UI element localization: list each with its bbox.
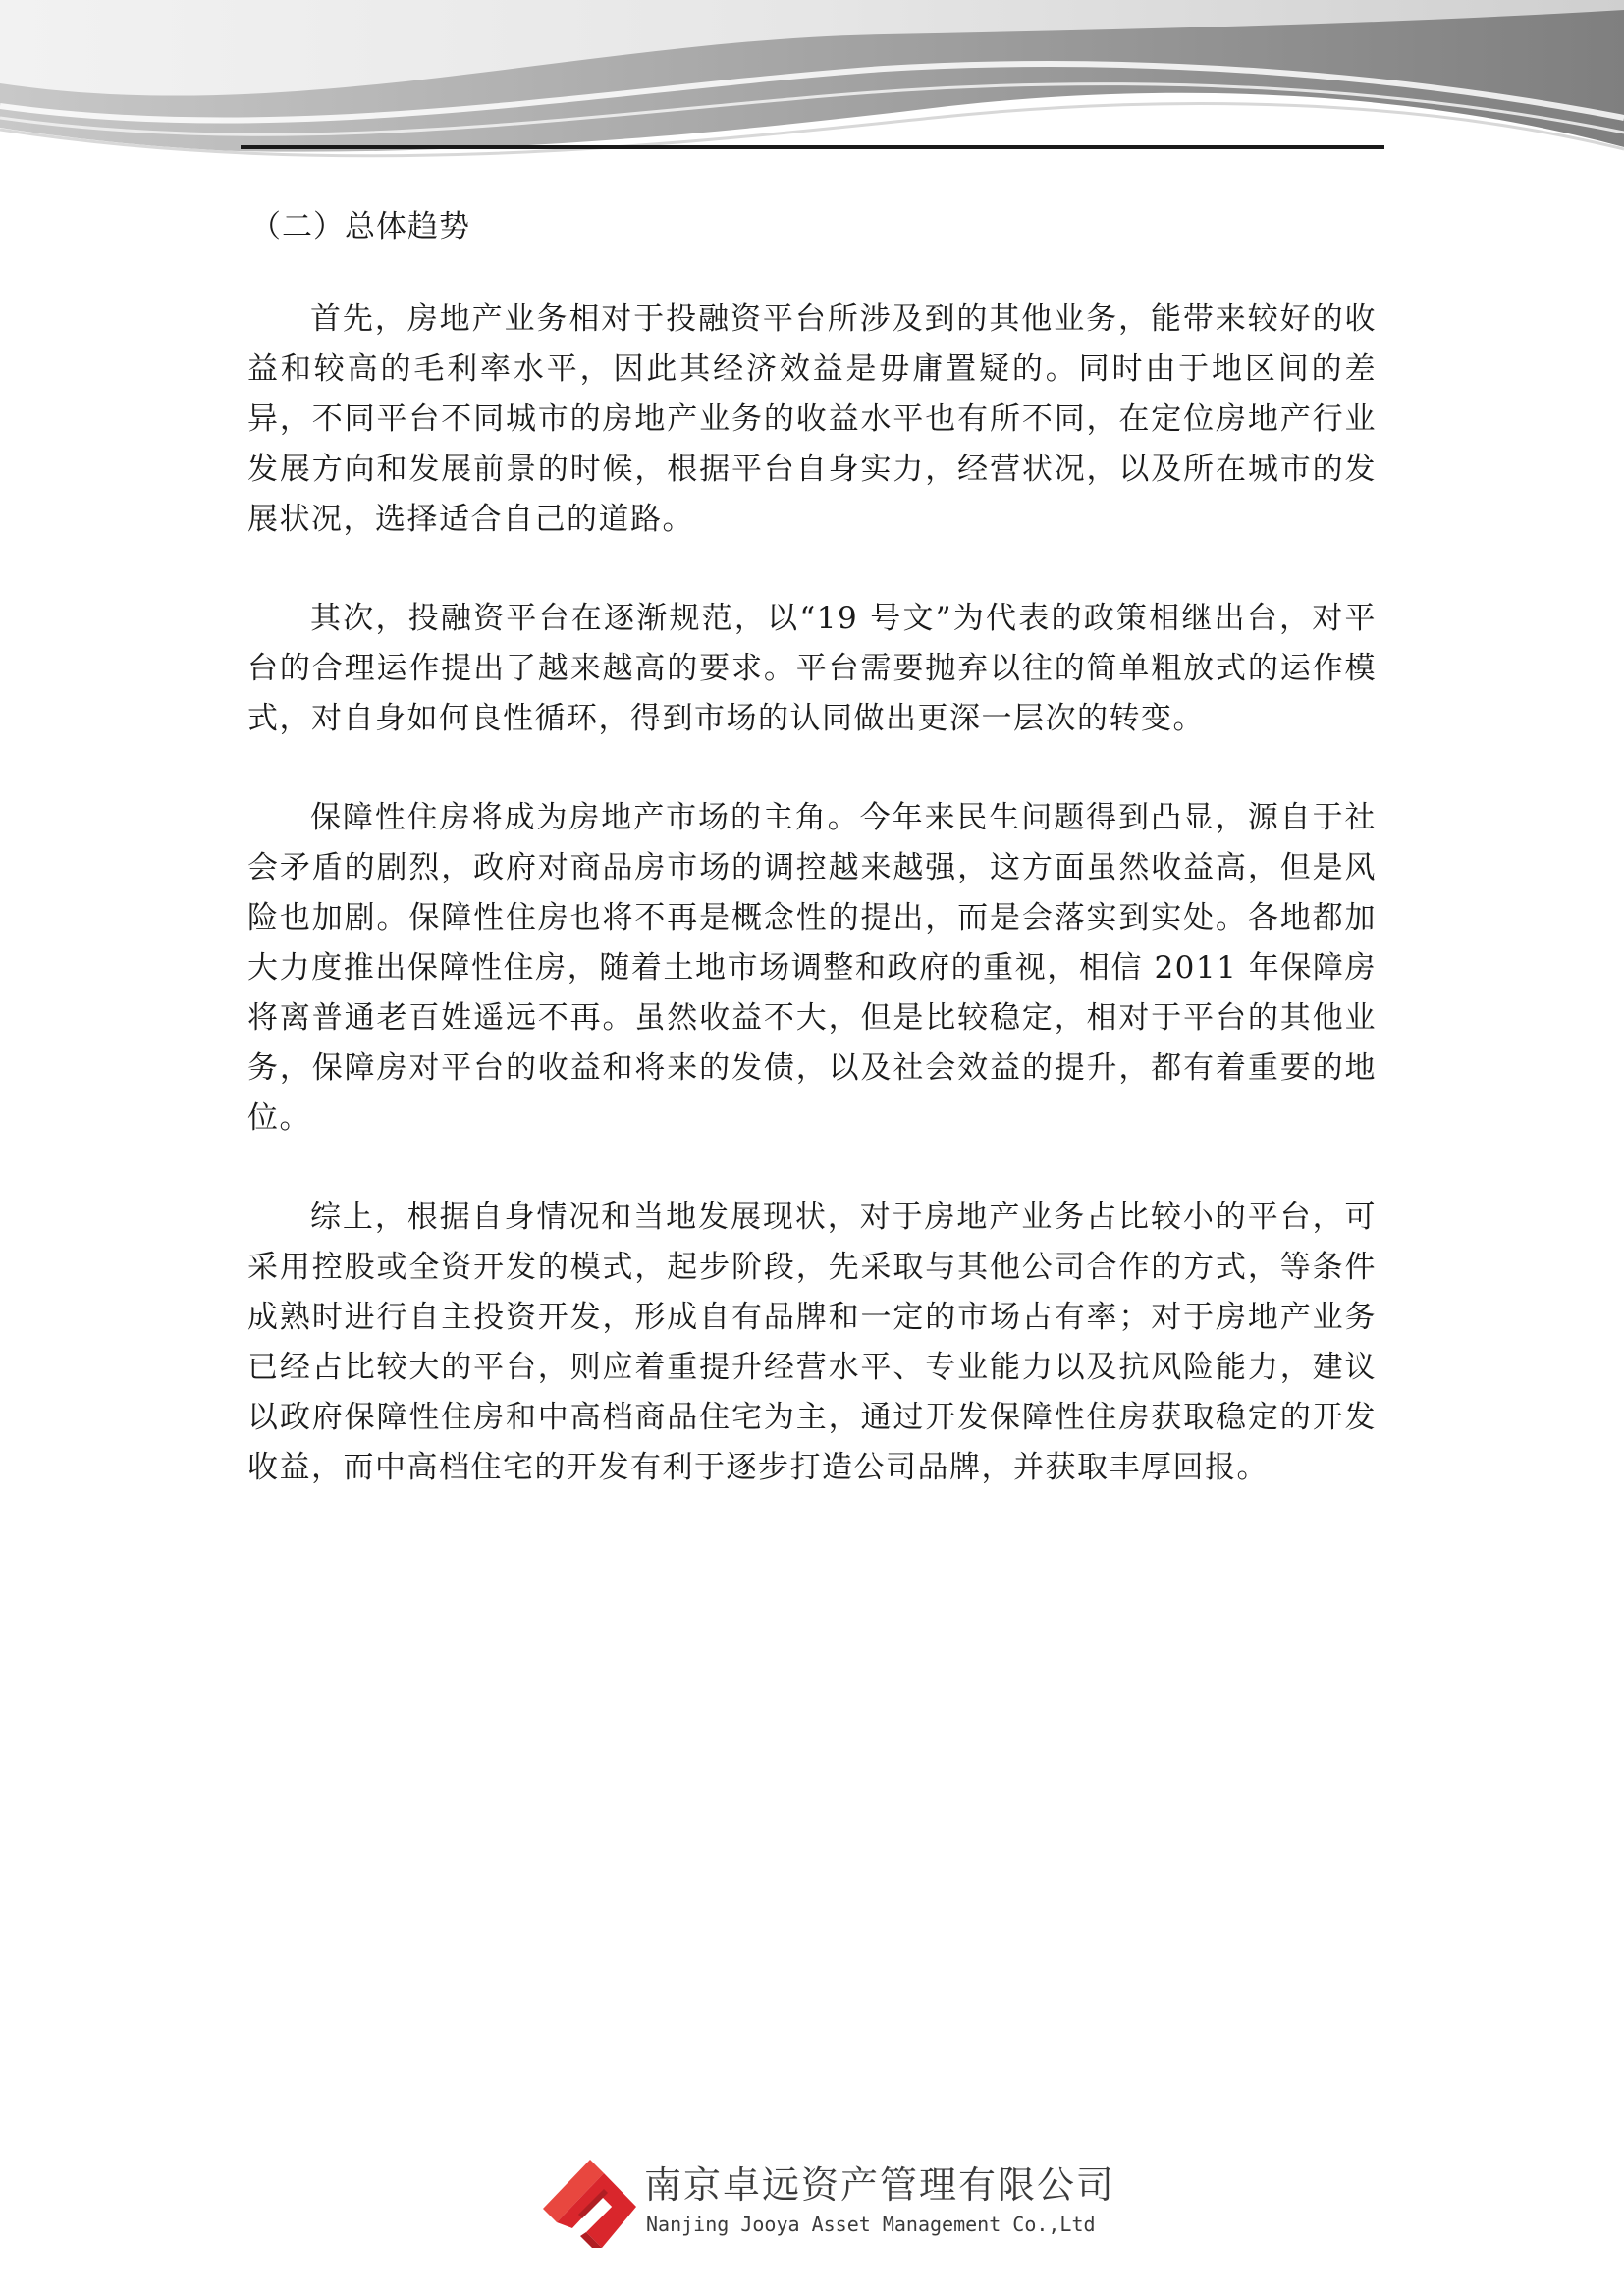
company-name-chinese: 南京卓远资产管理有限公司 (644, 2163, 1116, 2207)
company-name-english: Nanjing Jooya Asset Management Co.,Ltd (646, 2213, 1096, 2236)
paragraph-second: 其次，投融资平台在逐渐规范，以“19 号文”为代表的政策相继出台，对平台的合理运作提出了越来越高的要求。平台需要抛弃以往的简单粗放式的运作模式，对自身如何良性循环，得到市场的认同做出更深一层次的转变。 (247, 601, 1377, 736)
paragraph-third: 保障性住房将成为房地产市场的主角。今年来民生问题得到凸显，源自于社会矛盾的剧烈，政府对商品房市场的调控越来越强，这方面虽然收益高，但是风险也加剧。保障性住房也将不再是概念性的提出，而是会落实到实处。各地都加大力度推出保障性住房，随着土地市场调整和政府的重视，相信 2011 年保障房将离普通老百姓遥远不再。虽然收益不大，但是比较稳定，相对于平台的其他业务，保障房对平台的收益和将来的发债，以及社会效益的提升，都有着重要的地位。 (247, 800, 1377, 1136)
document-body (247, 294, 1377, 1542)
section-heading: （二）总体趋势 (250, 209, 470, 244)
footer-brand (543, 2160, 1116, 2248)
header-wave-decoration (0, 0, 1624, 226)
paragraph-summary: 综上，根据自身情况和当地发展现状，对于房地产业务占比较小的平台，可采用控股或全资开发的模式，起步阶段，先采取与其他公司合作的方式，等条件成熟时进行自主投资开发，形成自有品牌和一定的市场占有率；对于房地产业务已经占比较大的平台，则应着重提升经营水平、专业能力以及抗风险能力，建议以政府保障性住房和中高档商品住宅为主，通过开发保障性住房获取稳定的开发收益，而中高档住宅的开发有利于逐步打造公司品牌，并获取丰厚回报。 (247, 1200, 1377, 1485)
paragraph-first: 首先，房地产业务相对于投融资平台所涉及到的其他业务，能带来较好的收益和较高的毛利率水平，因此其经济效益是毋庸置疑的。同时由于地区间的差异，不同平台不同城市的房地产业务的收益水平也有所不同，在定位房地产行业发展方向和发展前景的时候，根据平台自身实力，经营状况，以及所在城市的发展状况，选择适合自己的道路。 (247, 301, 1377, 537)
header-divider-line (241, 145, 1384, 149)
red-arrow-logo-icon (543, 2160, 636, 2248)
